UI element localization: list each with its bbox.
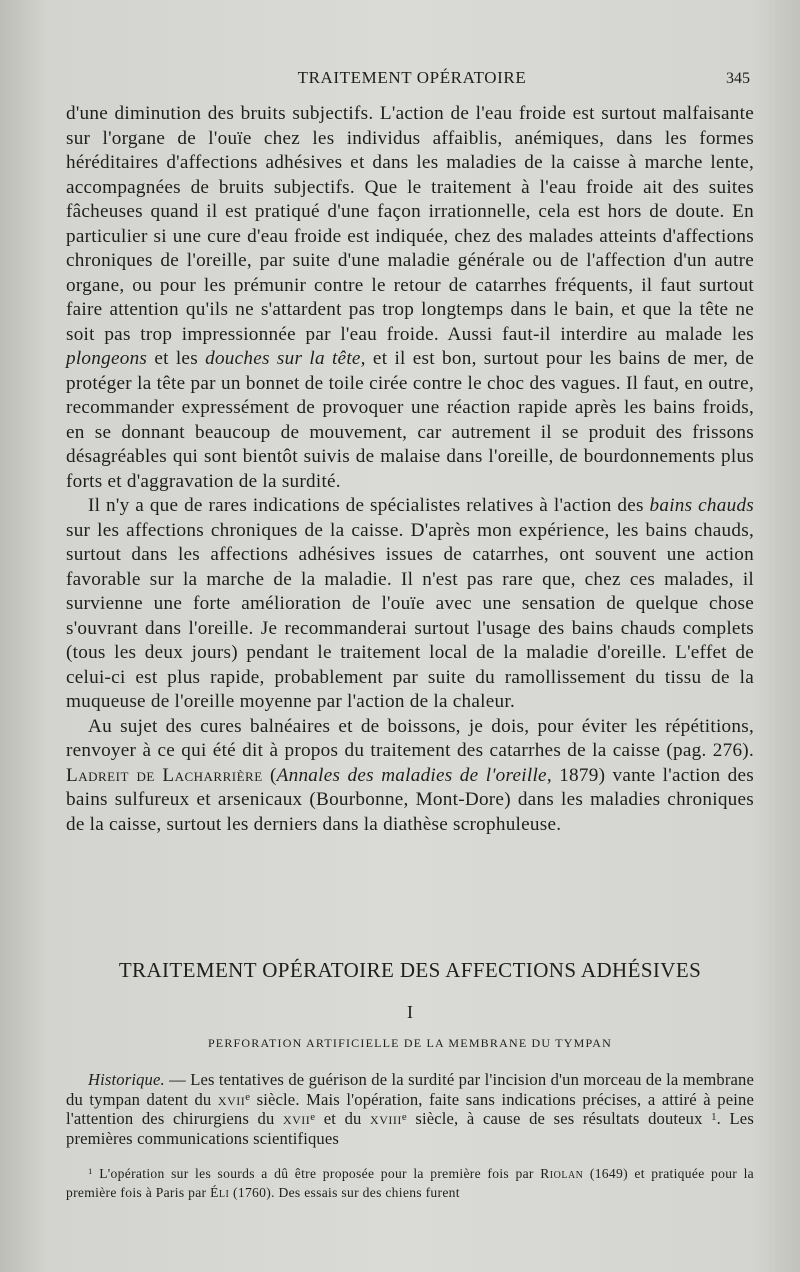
italic-term: bains chauds xyxy=(649,495,755,516)
footnote-text: L'opération sur les sourds a dû être proposée pour la première fois par xyxy=(99,1166,534,1181)
paragraph-text: Au sujet des cures balnéaires et de boissons, je dois, pour éviter les répétitions, renvoyer à ce qui été dit à propos du traitement des catarrhes de la caisse (pag. 276). xyxy=(66,715,754,761)
page-header xyxy=(72,64,752,90)
author-name: Riolan xyxy=(540,1166,584,1181)
historique-text xyxy=(66,1070,754,1149)
paragraph-text: sur les affections chroniques de la caisse. D'après mon expérience, les bains chauds, surtout dans les affections adhésives issues de catarrhes, ont souvent une action favorable sur la marche de la maladie. Il n'est pas rare que, chez ces malades, il survienne une forte amélioration de l'ouïe avec une sensation de quelque chose s'ouvrant dans l'oreille. Je recommanderai surtout l'usage des bains chauds complets (tous les deux jours) pendant le traitement local de la maladie d'oreille. L'effet de celui-ci est plus rapide, probablement par suite du ramollissement du tissu de la muqueuse de l'oreille moyenne par l'action de la chaleur. xyxy=(66,519,754,712)
paragraph-cold-water xyxy=(66,102,754,494)
paragraph-text: siècle, à cause de ses résultats douteux xyxy=(415,1109,703,1129)
superscript: e xyxy=(401,1111,407,1124)
footnote-text: (1760). Des essais sur des chiens furent xyxy=(233,1185,460,1200)
paragraph-text: , 1879) vante l'action des bains sulfureux et arsenicaux (Bourbonne, Mont-Dore) dans les maladies chroniques de la caisse, surtout les derniers dans la diathèse scrophuleuse. xyxy=(66,764,754,835)
italic-term: douches sur la tête, xyxy=(205,348,366,369)
century-numeral: xviii xyxy=(370,1109,402,1129)
superscript: e xyxy=(245,1091,251,1104)
subsection-title: PERFORATION ARTIFICIELLE DE LA MEMBRANE DU TYMPAN xyxy=(207,1036,613,1050)
author-name: Éli xyxy=(210,1185,230,1200)
paragraph-text: et les xyxy=(154,348,198,369)
journal-title: Annales des maladies de l'oreille xyxy=(276,764,547,786)
author-name: Ladreit de Lacharrière xyxy=(66,764,263,786)
footnote-paragraph xyxy=(66,1164,754,1202)
paragraph-historique xyxy=(66,1070,754,1149)
paragraph-text: Il n'y a que de rares indications de spécialistes relatives à l'action des xyxy=(88,495,644,516)
italic-term: plongeons xyxy=(66,348,148,369)
footnote xyxy=(66,1164,754,1202)
paragraph-text: d'une diminution des bruits subjectifs. L'action de l'eau froide est surtout malfaisante sur l'organe de l'ouïe chez les individus affaiblis, anémiques, dans les formes héréditaires d'affections adhésives et dans les maladies de la caisse à marche lente, accompagnées de bruits subjectifs. Que le traitement à l'eau froide ait des suites fâcheuses quand il est pratiqué d'une façon irrationnelle, cela est hors de doute. En particulier si une cure d'eau froide est indiquée, chez des malades atteints d'affections chroniques de l'oreille, par suite d'une maladie générale ou de l'affection d'un autre organe, ou pour les prémunir contre le retour de catarrhes fréquents, il faut surtout faire attention qu'ils ne s'attardent pas trop longtemps dans le bain, et que la tête ne soit pas trop impressionnée par l'eau froide. Aussi faut-il interdire au malade les xyxy=(66,103,754,345)
century-numeral: xvii xyxy=(282,1109,311,1129)
paragraph-text: — Les tentatives de guérison de la surdité par l'incision d'un morceau de la membrane du tympan datent du xyxy=(66,1070,754,1109)
running-title: TRAITEMENT OPÉRATOIRE xyxy=(297,68,527,87)
paragraph-text: et il est bon, surtout pour les bains de mer, de protéger la tête par un bonnet de toile cirée contre le choc des vagues. Il faut, en outre, recommander expressément de provoquer une réaction rapide après les bains froids, en se donnant beaucoup de mouvement, car autrement il se produit des frissons désagréables qui sont bientôt suivis de malaise dans l'oreille, de bourdonnements plus forts et d'aggravation de la surdité. xyxy=(66,348,754,492)
footnote-text: (1649) et pratiquée pour la première fois à Paris par xyxy=(66,1166,755,1200)
paragraph-warm-baths xyxy=(66,494,754,715)
footnote-reference: 1 xyxy=(711,1111,717,1124)
footnote-marker: 1 xyxy=(88,1166,93,1177)
paragraph-text: et du xyxy=(323,1109,362,1129)
page-number: 345 xyxy=(726,70,750,87)
main-text xyxy=(66,102,754,837)
historique-label: Historique. xyxy=(88,1070,165,1089)
paragraph-spa-cures xyxy=(66,715,754,838)
paragraph-text: siècle. Mais l'opération, faite sans indications précises, a attiré à peine l'attention des chirurgiens du xyxy=(66,1089,754,1129)
superscript: e xyxy=(310,1111,316,1124)
century-numeral: xvii xyxy=(217,1089,246,1109)
section-number: I xyxy=(407,1002,413,1022)
paragraph-text: . Les premières communications scientifiques xyxy=(66,1109,754,1149)
paren-open: ( xyxy=(270,764,277,786)
section-title: TRAITEMENT OPÉRATOIRE DES AFFECTIONS ADHÉSIVES xyxy=(118,958,702,982)
